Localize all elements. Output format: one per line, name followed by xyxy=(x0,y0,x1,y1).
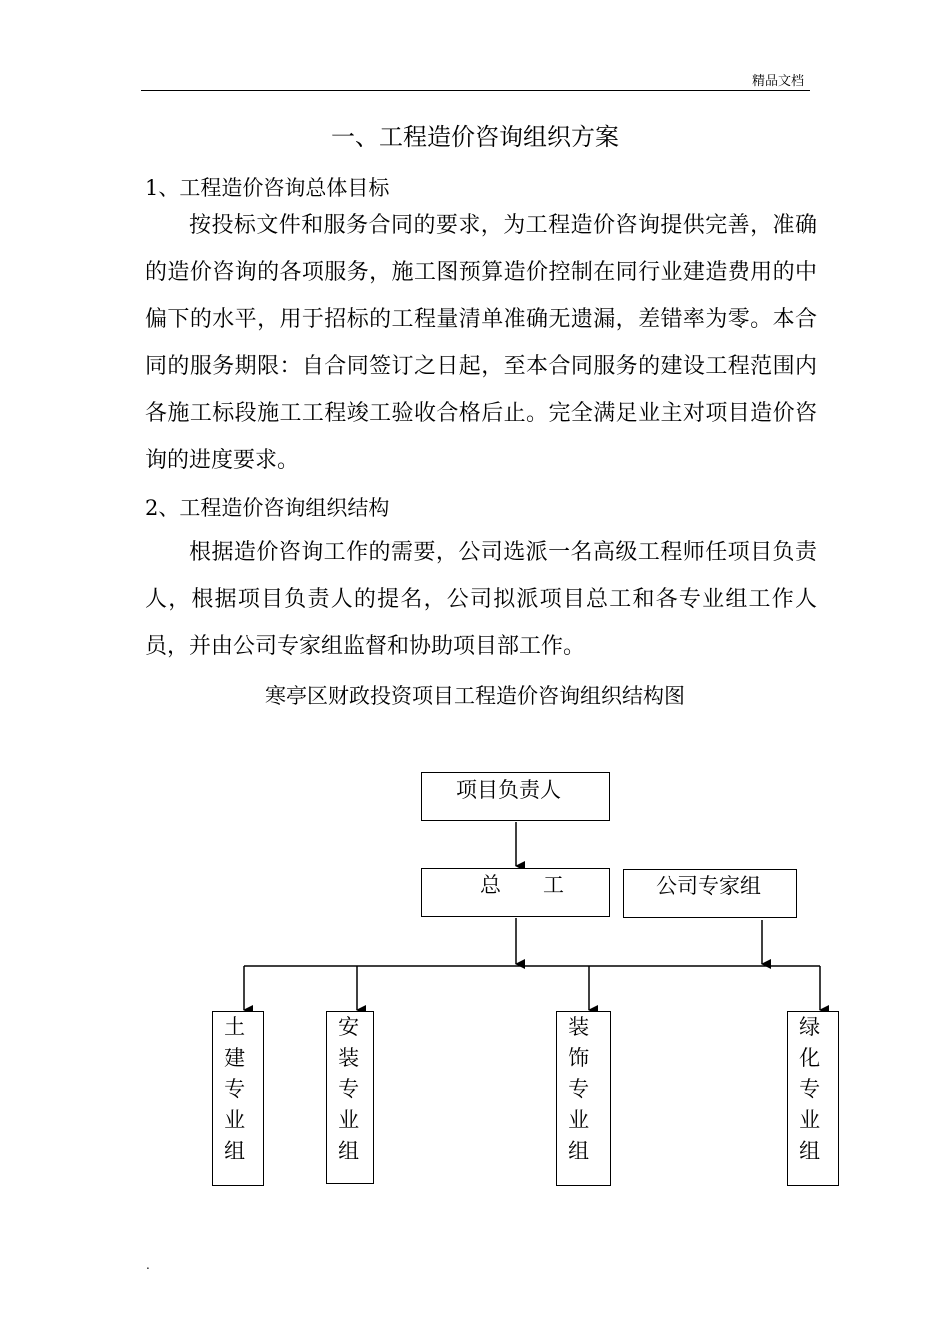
chief-engineer-box xyxy=(421,868,610,917)
decoration-group-box xyxy=(556,1011,611,1186)
greening-group-label: 绿化专业组 xyxy=(799,1015,821,1163)
org-chart-title: 寒亭区财政投资项目工程造价咨询组织结构图 xyxy=(265,684,685,708)
header-label: 精品文档 xyxy=(752,74,805,89)
civil-group-box xyxy=(212,1011,264,1186)
section-1-text: 按投标文件和服务合同的要求，为工程造价咨询提供完善，准确的造价咨询的各项服务，施工图预算造价控制在同行业建造费用的中偏下的水平，用于招标的工程量清单准确无遗漏，差错率为零。本合同的服务期限：自合同签订之日起，至本合同服务的建设工程范围内各施工标段施工工程竣工验收合格后止。完全满足业主对项目造价咨询的进度要求。 xyxy=(145,213,817,473)
expert-group-box xyxy=(623,869,797,918)
page-title: 一、工程造价咨询组织方案 xyxy=(331,123,619,151)
section-2-heading: 2、工程造价咨询组织结构 xyxy=(145,496,390,520)
civil-group-label: 土建专业组 xyxy=(224,1015,246,1163)
footer-mark: . xyxy=(146,1258,150,1272)
section-1-heading: 1、工程造价咨询总体目标 xyxy=(145,176,390,200)
section-2-text: 根据造价咨询工作的需要，公司选派一名高级工程师任项目负责人，根据项目负责人的提名，公司拟派项目总工和各专业组工作人员，并由公司专家组监督和协助项目部工作。 xyxy=(145,540,817,659)
greening-group-box xyxy=(787,1011,839,1186)
installation-group-label: 安装专业组 xyxy=(338,1015,360,1163)
expert-group-label: 公司专家组 xyxy=(656,874,761,898)
project-leader-box xyxy=(421,772,610,821)
installation-group-box xyxy=(326,1011,374,1184)
chief-engineer-label: 总 工 xyxy=(480,873,564,897)
decoration-group-label: 装饰专业组 xyxy=(568,1015,590,1163)
project-leader-label: 项目负责人 xyxy=(456,778,561,802)
